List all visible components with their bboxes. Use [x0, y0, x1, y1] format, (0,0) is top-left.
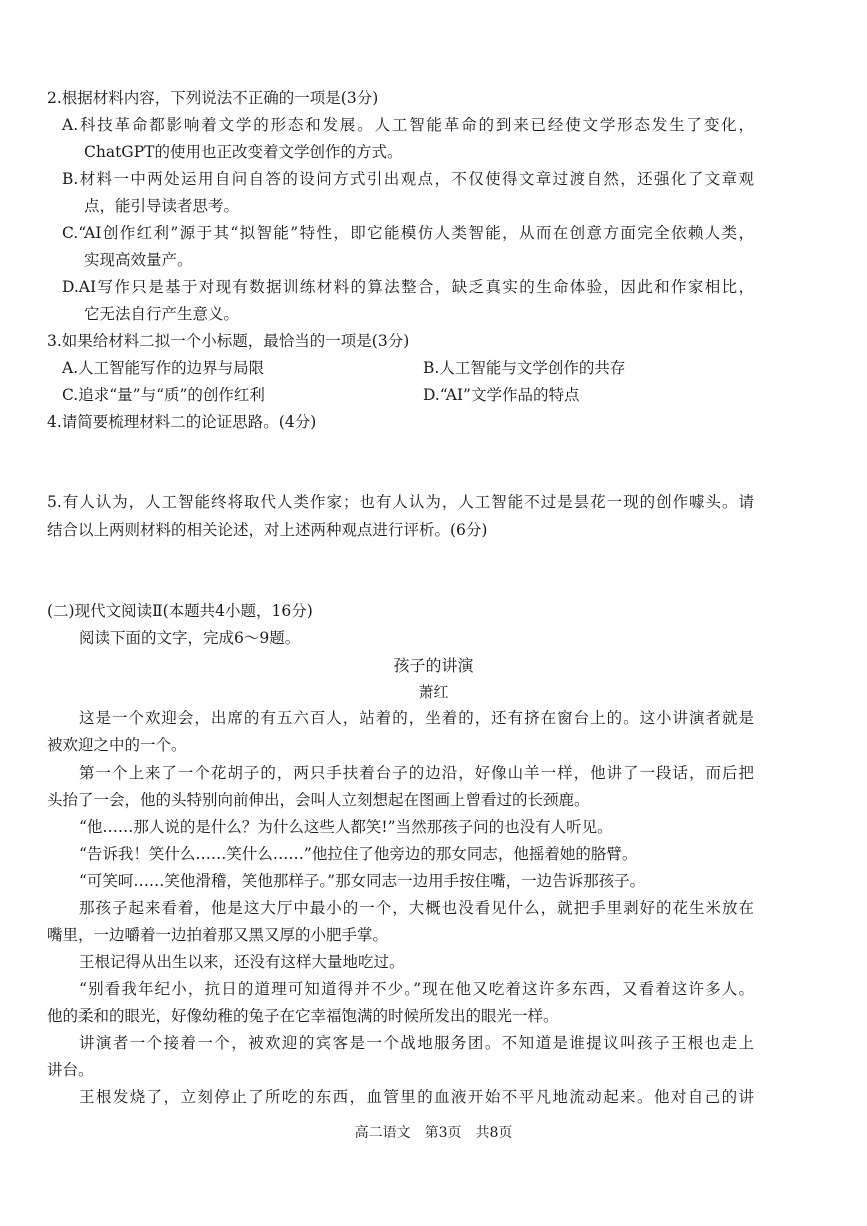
- story-p2-line1: 第一个上来了一个花胡子的，两只手扶着台子的边沿，好像山羊一样，他讲了一段话，而后把: [79, 764, 754, 782]
- story-p9-line1: 讲演者一个接着一个，被欢迎的宾客是一个战地服务团。不知道是谁提议叫孩子王根也走上: [79, 1034, 754, 1052]
- q3-option-c: C.追求“量”与“质”的创作红利: [62, 386, 265, 404]
- q2-option-d-line1: D.AI写作只是基于对现有数据训练材料的算法整合，缺乏真实的生命体验，因此和作家相比，: [62, 278, 754, 296]
- story-p10-line1: 王根发烧了，立刻停止了所吃的东西，血管里的血液开始不平凡地流动起来。他对自己的讲: [79, 1088, 754, 1106]
- page-footer: 高二语文 第3页 共8页: [354, 1125, 513, 1141]
- story-p6-line2: 嘴里，一边嚼着一边拍着那又黑又厚的小肥手掌。: [47, 926, 389, 944]
- q2-option-a-line2: ChatGPT的使用也正改变着文学创作的方式。: [84, 143, 403, 161]
- story-p2-line2: 头抬了一会，他的头特别向前伸出，会叫人立刻想起在图画上曾看过的长颈鹿。: [47, 791, 590, 809]
- story-p1-line1: 这是一个欢迎会，出席的有五六百人，站着的，坐着的，还有挤在窗台上的。这小讲演者就是: [79, 709, 754, 727]
- story-p8-line2: 他的柔和的眼光，好像幼稚的兔子在它幸福饱满的时候所发出的眼光一样。: [47, 1007, 559, 1025]
- story-author: 萧红: [418, 683, 449, 701]
- story-p7: 王根记得从出生以来，还没有这样大量地吃过。: [79, 953, 405, 971]
- q2-option-d-line2: 它无法自行产生意义。: [84, 305, 240, 323]
- story-p8-line1: “别看我年纪小，抗日的道理可知道得并不少。”现在他又吃着这许多东西，又看着这许多人。: [79, 980, 754, 998]
- story-p5: “可笑呵……笑他滑稽，笑他那样子。”那女同志一边用手按住嘴，一边告诉那孩子。: [79, 872, 646, 890]
- section-heading: (二)现代文阅读Ⅱ(本题共4小题，16分): [47, 602, 313, 620]
- story-p6-line1: 那孩子起来看着，他是这大厅中最小的一个，大概也没看见什么，就把手里剥好的花生米放在: [79, 899, 754, 917]
- q2-stem: 2.根据材料内容，下列说法不正确的一项是(3分): [47, 89, 379, 107]
- q2-option-b-line2: 点，能引导读者思考。: [84, 197, 240, 215]
- story-p3: “他……那人说的是什么？为什么这些人都笑!”当然那孩子问的也没有人听见。: [79, 818, 613, 836]
- story-p4: “告诉我！笑什么……笑什么……”他拉住了他旁边的那女同志，他摇着她的胳臂。: [79, 845, 638, 863]
- q3-option-d: D.“AI”文学作品的特点: [423, 386, 580, 404]
- q3-option-b: B.人工智能与文学创作的共存: [423, 359, 626, 377]
- q5-line1: 5.有人认为，人工智能终将取代人类作家；也有人认为，人工智能不过是昙花一现的创作噱头。请: [47, 493, 754, 511]
- q2-option-c-line1: C.“AI创作红利”源于其“拟智能”特性，即它能模仿人类智能，从而在创意方面完全依赖人类，: [62, 224, 754, 242]
- q2-option-a-line1: A.科技革命都影响着文学的形态和发展。人工智能革命的到来已经使文学形态发生了变化，: [62, 116, 754, 134]
- story-title: 孩子的讲演: [393, 656, 474, 675]
- q5-line2: 结合以上两则材料的相关论述，对上述两种观点进行评析。(6分): [47, 521, 488, 539]
- story-p9-line2: 讲台。: [47, 1061, 94, 1079]
- q3-option-a: A.人工智能写作的边界与局限: [62, 359, 265, 377]
- q2-option-c-line2: 实现高效量产。: [84, 251, 193, 269]
- story-p1-line2: 被欢迎之中的一个。: [47, 736, 187, 754]
- q3-stem: 3.如果给材料二拟一个小标题，最恰当的一项是(3分): [47, 332, 410, 350]
- q2-option-b-line1: B.材料一中两处运用自问自答的设问方式引出观点，不仅使得文章过渡自然，还强化了文章观: [62, 170, 754, 188]
- section-instruction: 阅读下面的文字，完成6～9题。: [79, 629, 301, 647]
- q4-stem: 4.请简要梳理材料二的论证思路。(4分): [47, 413, 317, 431]
